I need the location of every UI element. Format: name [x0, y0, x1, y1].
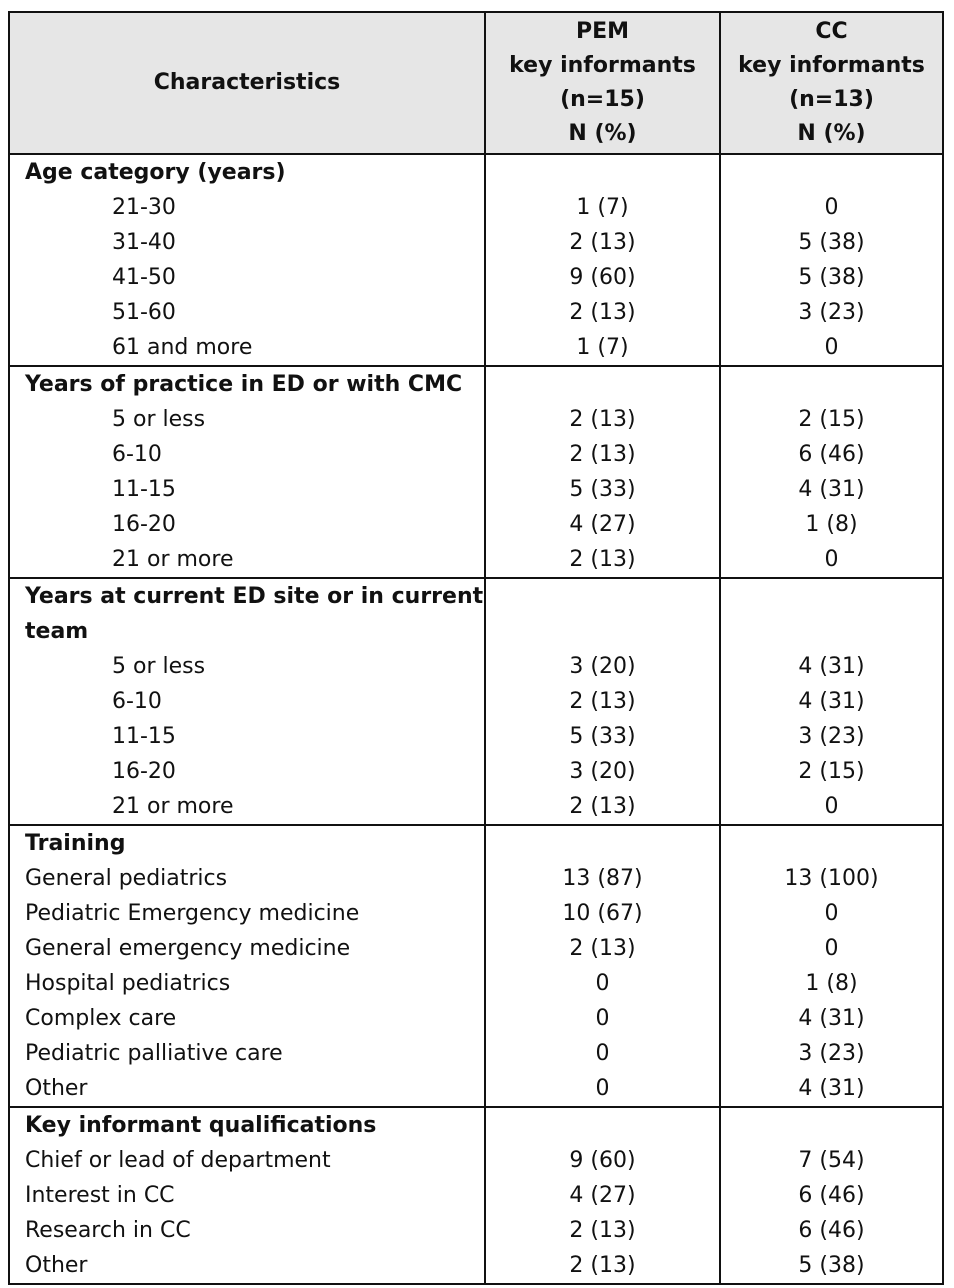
row-label: Interest in CC — [9, 1178, 485, 1213]
section-title: Key informant qualifications — [9, 1107, 485, 1143]
table-row — [9, 789, 943, 825]
table-row — [9, 295, 943, 330]
pem-value: 9 (60) — [485, 1143, 720, 1178]
table-row — [9, 754, 943, 789]
section-title: Years at current ED site or in current team — [9, 578, 485, 649]
section-empty-cell — [720, 366, 943, 402]
pem-value: 2 (13) — [485, 437, 720, 472]
row-label: Complex care — [9, 1001, 485, 1036]
table-row — [9, 966, 943, 1001]
row-label: 21 or more — [9, 542, 485, 578]
cc-value: 6 (46) — [720, 437, 943, 472]
pem-value: 2 (13) — [485, 789, 720, 825]
pem-value: 2 (13) — [485, 684, 720, 719]
cc-value: 3 (23) — [720, 719, 943, 754]
row-label: 51-60 — [9, 295, 485, 330]
section-empty-cell — [485, 154, 720, 190]
header-pem — [485, 12, 720, 154]
pem-value: 2 (13) — [485, 295, 720, 330]
row-label: General pediatrics — [9, 861, 485, 896]
pem-value: 0 — [485, 1036, 720, 1071]
header-pem-line-2: key informants — [509, 53, 696, 78]
pem-value: 3 (20) — [485, 649, 720, 684]
table-row — [9, 402, 943, 437]
row-label: Chief or lead of department — [9, 1143, 485, 1178]
row-label: 11-15 — [9, 472, 485, 507]
row-label: 21-30 — [9, 190, 485, 225]
section-header-row — [9, 578, 943, 649]
row-label: Pediatric Emergency medicine — [9, 896, 485, 931]
cc-value: 1 (8) — [720, 507, 943, 542]
pem-value: 0 — [485, 1001, 720, 1036]
pem-value: 13 (87) — [485, 861, 720, 896]
row-label: Pediatric palliative care — [9, 1036, 485, 1071]
row-label: General emergency medicine — [9, 931, 485, 966]
table-row — [9, 1213, 943, 1248]
header-pem-line-4: N (%) — [568, 121, 637, 146]
pem-value: 0 — [485, 1071, 720, 1107]
pem-value: 2 (13) — [485, 402, 720, 437]
table-row — [9, 684, 943, 719]
pem-value: 4 (27) — [485, 1178, 720, 1213]
row-label: 11-15 — [9, 719, 485, 754]
cc-value: 0 — [720, 789, 943, 825]
cc-value: 5 (38) — [720, 1248, 943, 1284]
pem-value: 2 (13) — [485, 931, 720, 966]
header-characteristics — [9, 12, 485, 154]
section-empty-cell — [720, 825, 943, 861]
table-row — [9, 472, 943, 507]
table-row — [9, 861, 943, 896]
cc-value: 0 — [720, 896, 943, 931]
cc-value: 4 (31) — [720, 649, 943, 684]
row-label: 41-50 — [9, 260, 485, 295]
pem-value: 2 (13) — [485, 1248, 720, 1284]
header-cc-line-3: (n=13) — [789, 87, 874, 112]
row-label: 5 or less — [9, 649, 485, 684]
cc-value: 0 — [720, 542, 943, 578]
row-label: 16-20 — [9, 754, 485, 789]
cc-value: 3 (23) — [720, 295, 943, 330]
row-label: 21 or more — [9, 789, 485, 825]
table-body — [9, 154, 943, 1284]
row-label: Research in CC — [9, 1213, 485, 1248]
pem-value: 2 (13) — [485, 1213, 720, 1248]
row-label: 5 or less — [9, 402, 485, 437]
section-empty-cell — [720, 154, 943, 190]
table-row — [9, 330, 943, 366]
header-pem-line-1: PEM — [575, 19, 630, 44]
pem-value: 1 (7) — [485, 330, 720, 366]
table-row — [9, 1143, 943, 1178]
section-header-row — [9, 366, 943, 402]
cc-value: 3 (23) — [720, 1036, 943, 1071]
cc-value: 4 (31) — [720, 1071, 943, 1107]
cc-value: 4 (31) — [720, 1001, 943, 1036]
table-row — [9, 225, 943, 260]
table-row — [9, 260, 943, 295]
row-label: 16-20 — [9, 507, 485, 542]
cc-value: 0 — [720, 931, 943, 966]
pem-value: 4 (27) — [485, 507, 720, 542]
cc-value: 5 (38) — [720, 260, 943, 295]
cc-value: 7 (54) — [720, 1143, 943, 1178]
row-label: Hospital pediatrics — [9, 966, 485, 1001]
header-cc-line-1: CC — [815, 19, 848, 44]
section-empty-cell — [485, 578, 720, 649]
section-header-row — [9, 1107, 943, 1143]
row-label: 6-10 — [9, 437, 485, 472]
table-row — [9, 437, 943, 472]
header-characteristics-label: Characteristics — [153, 70, 341, 95]
cc-value: 0 — [720, 330, 943, 366]
cc-value: 4 (31) — [720, 472, 943, 507]
cc-value: 4 (31) — [720, 684, 943, 719]
pem-value: 5 (33) — [485, 719, 720, 754]
header-pem-line-3: (n=15) — [560, 87, 645, 112]
cc-value: 6 (46) — [720, 1213, 943, 1248]
table-row — [9, 1178, 943, 1213]
pem-value: 5 (33) — [485, 472, 720, 507]
section-title: Years of practice in ED or with CMC — [9, 366, 485, 402]
header-row — [9, 12, 943, 154]
cc-value: 2 (15) — [720, 402, 943, 437]
section-empty-cell — [720, 578, 943, 649]
section-empty-cell — [485, 1107, 720, 1143]
cc-value: 13 (100) — [720, 861, 943, 896]
cc-value: 2 (15) — [720, 754, 943, 789]
table-row — [9, 931, 943, 966]
section-title: Training — [9, 825, 485, 861]
pem-value: 2 (13) — [485, 225, 720, 260]
section-header-row — [9, 825, 943, 861]
section-empty-cell — [720, 1107, 943, 1143]
table-row — [9, 1036, 943, 1071]
pem-value: 0 — [485, 966, 720, 1001]
cc-value: 5 (38) — [720, 225, 943, 260]
pem-value: 3 (20) — [485, 754, 720, 789]
cc-value: 0 — [720, 190, 943, 225]
table-row — [9, 1248, 943, 1284]
table-row — [9, 507, 943, 542]
section-empty-cell — [485, 366, 720, 402]
table-row — [9, 719, 943, 754]
header-cc-line-2: key informants — [738, 53, 925, 78]
row-label: 31-40 — [9, 225, 485, 260]
section-title: Age category (years) — [9, 154, 485, 190]
section-empty-cell — [485, 825, 720, 861]
pem-value: 2 (13) — [485, 542, 720, 578]
row-label: 61 and more — [9, 330, 485, 366]
table-row — [9, 542, 943, 578]
table-row — [9, 1071, 943, 1107]
cc-value: 6 (46) — [720, 1178, 943, 1213]
characteristics-table — [8, 11, 944, 1285]
table-row — [9, 649, 943, 684]
row-label: 6-10 — [9, 684, 485, 719]
table-row — [9, 1001, 943, 1036]
table-row — [9, 896, 943, 931]
pem-value: 9 (60) — [485, 260, 720, 295]
cc-value: 1 (8) — [720, 966, 943, 1001]
section-header-row — [9, 154, 943, 190]
header-cc — [720, 12, 943, 154]
table-row — [9, 190, 943, 225]
row-label: Other — [9, 1071, 485, 1107]
pem-value: 10 (67) — [485, 896, 720, 931]
row-label: Other — [9, 1248, 485, 1284]
pem-value: 1 (7) — [485, 190, 720, 225]
header-cc-line-4: N (%) — [797, 121, 866, 146]
